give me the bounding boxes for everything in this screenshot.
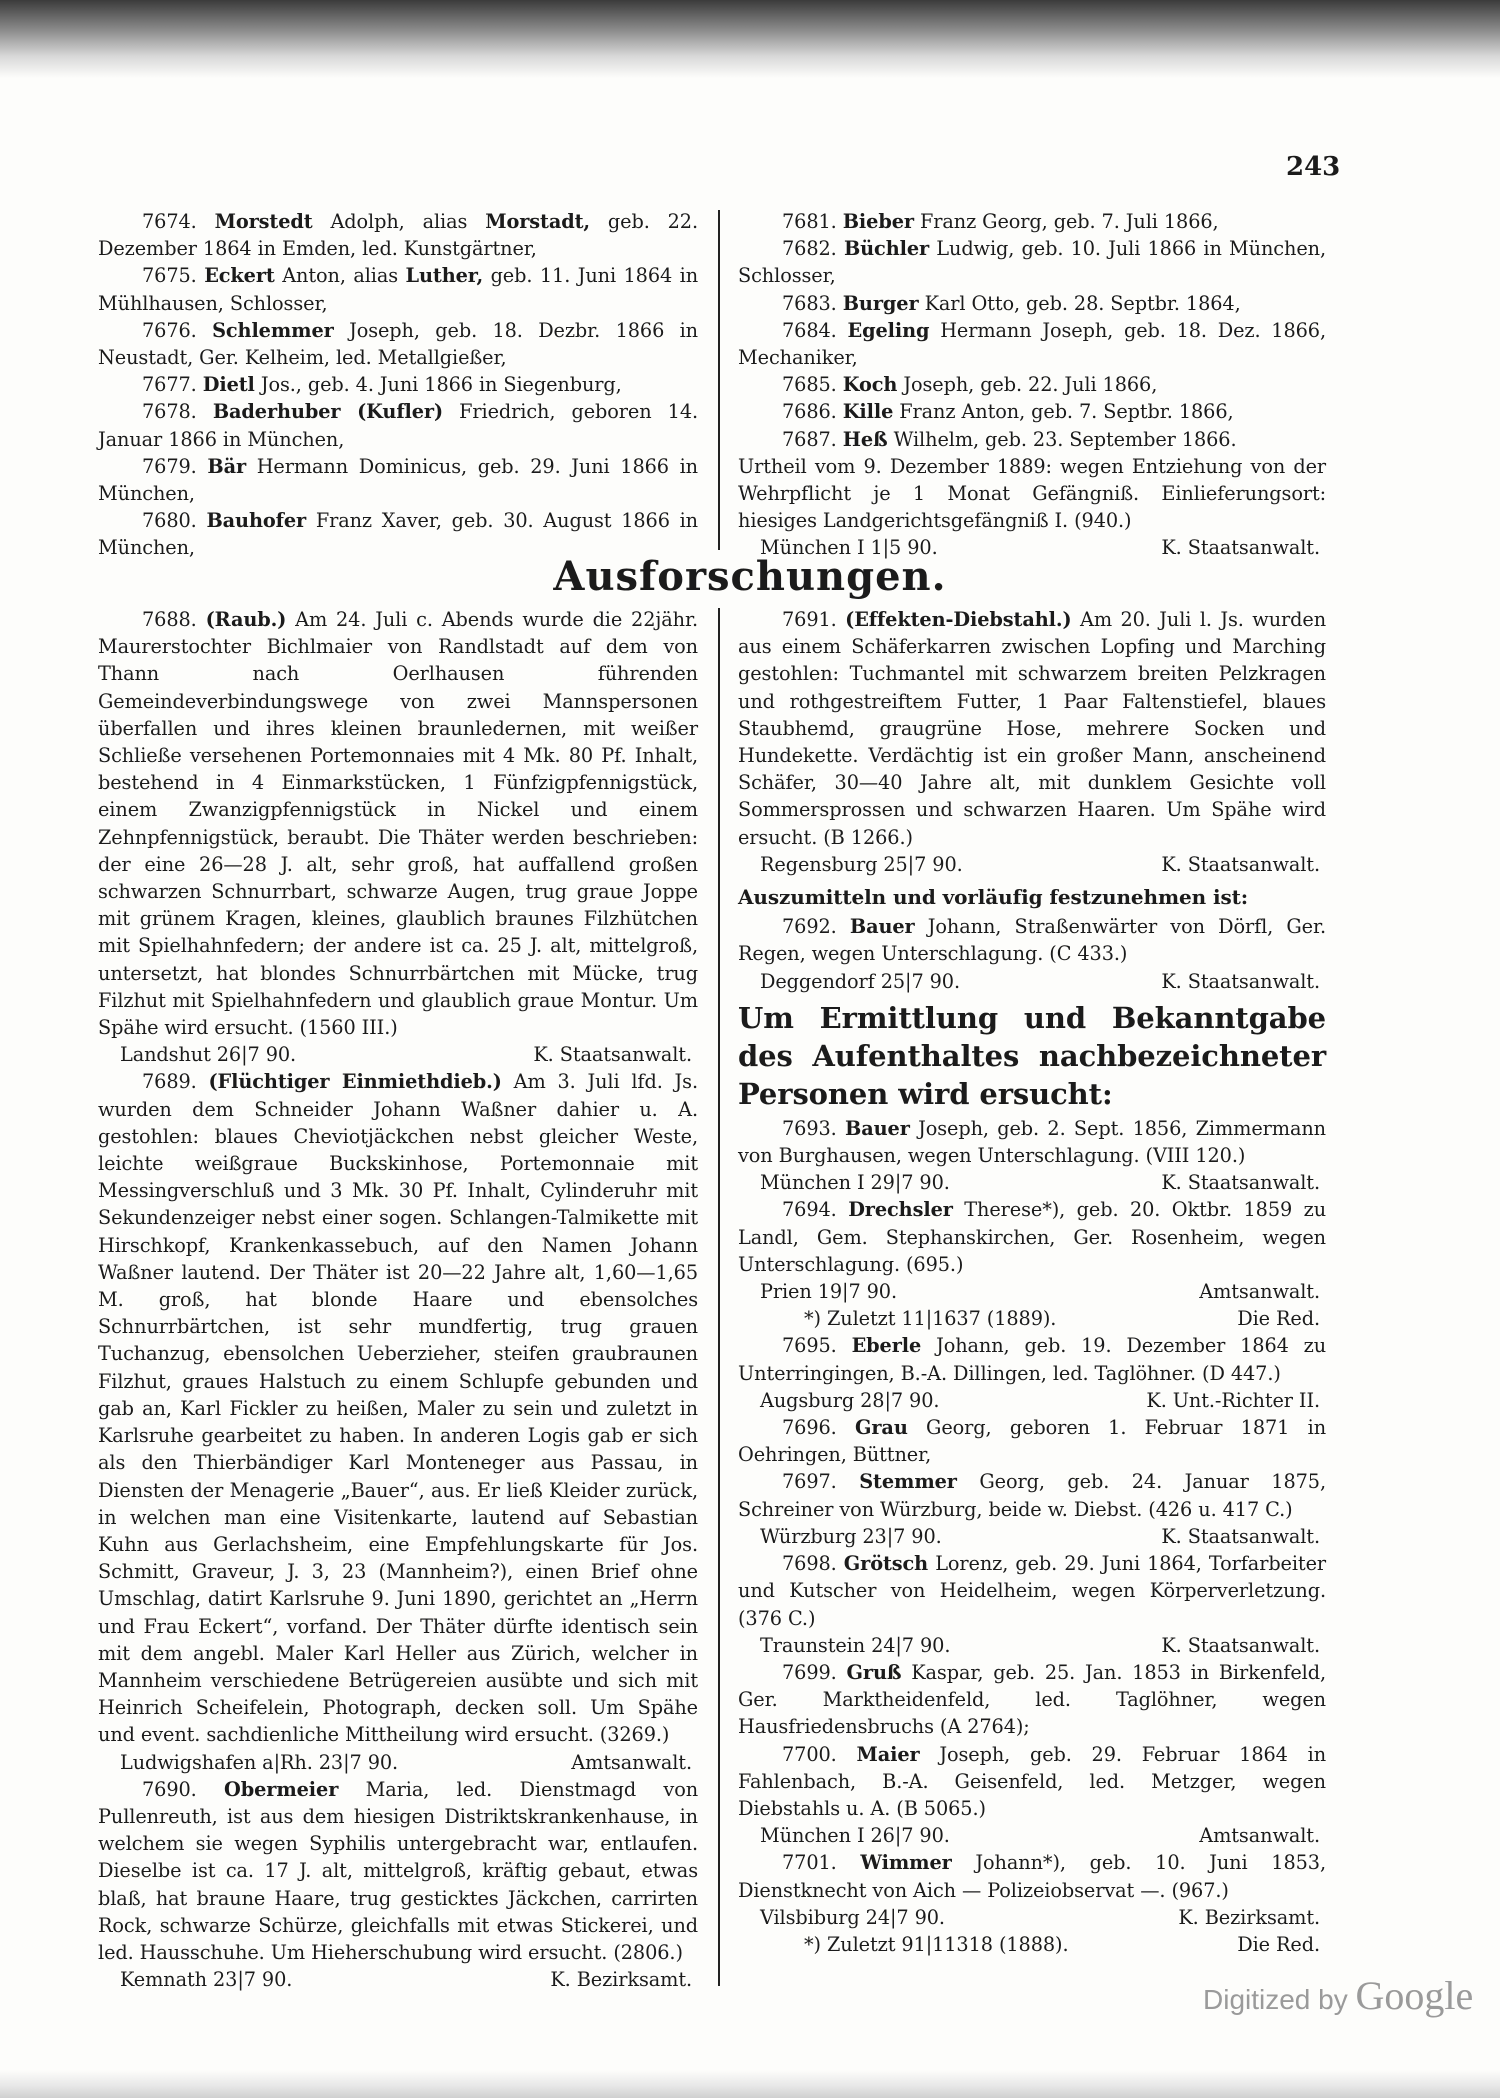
list-entry	[738, 317, 1326, 371]
entry-text: Am 24. Juli c. Abends wurde die 22jähr. Maurerstochter Bichlmaier von Randlstadt auf dem von Thann nach Oerlhausen führenden Gemeindeverbindungswege von zwei Mannspersonen überfallen und ihres kleinen braunledernen, mit weißer Schließe versehenen Portemonnaies mit 4 Mk. 80 Pf. Inhalt, bestehend in 4 Einmarkstücken, 1 Fünfzigpfennigstück, einem Zwanzigpfennigstück in Nickel und einem Zehnpfennigstück, beraubt. Die Thäter werden beschrieben: der eine 26—28 J. alt, sehr groß, hat auffallend großen schwarzen Schnurrbart, schwarze Augen, trug graue Joppe mit grünem Kragen, kleines, glaublich braunes Filzhütchen mit Spielhahnfedern; der andere ist ca. 25 J. alt, mittelgroß, untersetzt, hat blondes Schnurrbärtchen mit Mücke, trug Filzhut mit Spielhahnfedern und glaublich graue Montur. Um Spähe wird ersucht. (1560 III.)	[98, 608, 698, 1040]
list-entry	[738, 913, 1326, 967]
entry-text: Joseph, geb. 2. Sept. 1856, Zimmermann von Burghausen, wegen Unterschlagung. (VIII 120.)	[738, 1116, 1326, 1168]
watermark-prefix: Digitized by	[1203, 1984, 1348, 2015]
entry-text: Joseph, geb. 29. Februar 1864 in Fahlenbach, B.-A. Geisenfeld, led. Metzger, wegen Diebstahls u. A. (B 5065.)	[738, 1742, 1327, 1820]
entry-text: Georg, geboren 1. Februar 1871 in Oehringen, Büttner,	[738, 1416, 1327, 1467]
list-entry	[738, 1741, 1326, 1823]
entry-number: 7681.	[782, 210, 837, 233]
entry-number: 7694.	[782, 1198, 837, 1222]
entry-text: Adolph, alias	[330, 210, 468, 233]
entry-text: Friedrich, geboren 14. Januar 1866 in München,	[98, 400, 699, 451]
entry-number: 7686.	[782, 400, 837, 424]
entry-number: 7699.	[782, 1660, 837, 1684]
list-entry	[98, 208, 698, 262]
entry-name: Grau	[855, 1416, 908, 1440]
entry-text: Lorenz, geb. 29. Juni 1864, Torfarbeiter und Kutscher von Heidelheim, wegen Körperverletzung. (376 C.)	[738, 1552, 1327, 1630]
signature-line	[738, 851, 1326, 878]
entry-number: 7690.	[142, 1777, 197, 1801]
signature-place: Deggendorf 25|7 90.	[760, 969, 961, 993]
list-entry	[738, 1414, 1326, 1468]
entry-text: Karl Otto, geb. 28. Septbr. 1864,	[924, 291, 1241, 315]
entry-text: Joseph, geb. 18. Dezbr. 1866 in Neustadt, Ger. Kelheim, led. Metallgießer,	[98, 318, 698, 370]
entry-text-2: geb. 11. Juni 1864 in Mühlhausen, Schlosser,	[98, 264, 699, 315]
signature-place: Ludwigshafen a|Rh. 23|7 90.	[120, 1750, 399, 1774]
entry-number: 7696.	[782, 1416, 837, 1440]
entry-text: Anton, alias	[282, 264, 399, 288]
list-entry	[98, 371, 698, 398]
signature-office: K. Staatsanwalt.	[1161, 1633, 1320, 1657]
footnote-text: *) Zuletzt 91|11318 (1888).	[804, 1932, 1069, 1956]
list-entry	[738, 1115, 1326, 1169]
entry-number: 7692.	[782, 915, 837, 939]
entry-number: 7691.	[782, 608, 837, 631]
entry-number: 7677.	[142, 373, 197, 397]
section-title: Ausforschungen.	[553, 553, 947, 600]
entry-number: 7675.	[142, 264, 197, 288]
entry-name: Eckert	[204, 264, 275, 288]
signature-office: K. Bezirksamt.	[550, 1968, 692, 1992]
entry-number: 7678.	[142, 400, 197, 424]
signature-office: Amtsanwalt.	[1199, 1280, 1320, 1304]
entry-name: Schlemmer	[212, 318, 334, 342]
entry-number: 7682.	[782, 237, 837, 261]
list-entry	[738, 235, 1326, 289]
entry-number: 7697.	[782, 1470, 837, 1494]
signature-office: Amtsanwalt.	[1199, 1824, 1320, 1848]
entry-text: Hermann Joseph, geb. 18. Dez. 1866, Mechaniker,	[738, 318, 1326, 370]
list-entry	[98, 317, 698, 371]
entry-name: Dietl	[202, 373, 255, 397]
entry-number: 7674.	[142, 210, 197, 233]
signature-office: K. Staatsanwalt.	[1161, 1524, 1320, 1548]
subheading-whereabouts: Um Ermittlung und Bekanntgabe des Aufenthaltes nachbezeichneter Personen wird ersucht:	[738, 1000, 1326, 1111]
left-column	[98, 606, 698, 1993]
entry-number: 7676.	[142, 318, 197, 342]
signature-line	[738, 1904, 1326, 1931]
list-entry	[738, 1659, 1326, 1741]
signature-line	[738, 1822, 1326, 1849]
signature-office: K. Staatsanwalt.	[1161, 969, 1320, 993]
entry-name: Morstedt	[214, 210, 313, 233]
digitized-watermark	[1203, 1972, 1473, 2019]
entry-number: 7689.	[142, 1070, 197, 1094]
entry-number: 7701.	[782, 1851, 837, 1875]
entry-name: Wimmer	[860, 1851, 952, 1875]
signature-place: München I 1|5 90.	[760, 536, 938, 560]
signature-line	[738, 1632, 1326, 1659]
list-entry	[98, 453, 698, 507]
entry-number: 7700.	[782, 1742, 837, 1766]
entry-alias: Luther,	[405, 264, 484, 288]
right-column	[738, 606, 1326, 1958]
entry-name: Büchler	[843, 237, 930, 261]
signature-office: Amtsanwalt.	[571, 1750, 692, 1774]
signature-office: K. Staatsanwalt.	[1161, 536, 1320, 560]
entry-text: Am 20. Juli l. Js. wurden aus einem Schäferkarren zwischen Lopfing und Marching gestohlen: Tuchmantel mit schwarzem breiten Pelzkragen und rothgestreiftem Futter, 1 Paar Faltenstiefel, blaues Staubhemd, graugrüne Hose, mehrere Socken und Hundekette. Verdächtig ist ein großer Mann, anscheinend Schäfer, 30—40 Jahre alt, mit dunklem Gesichte voll Sommersprossen und schwarzen Haaren. Um Spähe wird ersucht. (B 1266.)	[738, 608, 1327, 849]
entry-name: Grötsch	[843, 1552, 929, 1576]
signature-place: Augsburg 28|7 90.	[760, 1388, 940, 1412]
entry-name: Bauer	[845, 1116, 910, 1140]
list-entry	[738, 208, 1326, 235]
entry-name: Maier	[856, 1742, 920, 1766]
entry-text: Wilhelm, geb. 23. September 1866.	[893, 427, 1237, 451]
column-divider-top	[718, 210, 720, 550]
entry-alias: Morstadt,	[485, 210, 591, 233]
footnote-sign: Die Red.	[1237, 1307, 1320, 1331]
entry-name: Baderhuber (Kufler)	[212, 400, 444, 424]
entry-name: Kille	[842, 400, 894, 424]
signature-office: K. Unt.-Richter II.	[1146, 1388, 1320, 1412]
entry-text: Maria, led. Dienstmagd von Pullenreuth, ist aus dem hiesigen Distriktskrankenhause, in welchem sie wegen Syphilis untergebracht war, entlaufen. Dieselbe ist ca. 17 J. alt, mittelgroß, kräftig gebaut, etwas blaß, hat braune Haare, trug gesticktes Jäckchen, carrirten Rock, schwarze Schürze, gleichfalls mit etwas Stickerei, und led. Hausschuhe. Um Hieherschubung wird ersucht. (2806.)	[98, 1777, 699, 1964]
entry-text: Therese*), geb. 20. Oktbr. 1859 zu Landl, Gem. Stephanskirchen, Ger. Rosenheim, wegen Unterschlagung. (695.)	[738, 1198, 1327, 1276]
entry-name: Stemmer	[859, 1470, 957, 1494]
entry-text: Kaspar, geb. 25. Jan. 1853 in Birkenfeld, Ger. Marktheidenfeld, led. Taglöhner, wegen Hausfriedensbruchs (A 2764);	[738, 1660, 1326, 1739]
signature-place: Regensburg 25|7 90.	[760, 852, 963, 876]
signature-place: Vilsbiburg 24|7 90.	[760, 1905, 945, 1929]
subheading-arrest: Auszumitteln und vorläufig festzunehmen ist:	[738, 885, 1249, 910]
entry-name: Bauer	[849, 915, 915, 939]
entry-name: Bieber	[842, 210, 914, 233]
signature-office: K. Staatsanwalt.	[1161, 852, 1320, 876]
list-entry	[738, 398, 1326, 425]
search-entry	[98, 606, 698, 1041]
list-entry	[738, 371, 1326, 398]
entry-number: 7687.	[782, 427, 837, 451]
signature-place: München I 29|7 90.	[760, 1171, 950, 1195]
signature-line	[738, 1278, 1326, 1305]
list-entry	[738, 1332, 1326, 1386]
entry-number: 7693.	[782, 1116, 837, 1140]
entry-name: Egeling	[847, 318, 930, 342]
signature-line	[738, 968, 1326, 995]
signature-place: Würzburg 23|7 90.	[760, 1524, 942, 1548]
entry-text: Jos., geb. 4. Juni 1866 in Siegenburg,	[260, 373, 622, 397]
list-entry	[98, 262, 698, 316]
signature-place: Prien 19|7 90.	[760, 1280, 898, 1304]
entry-tag: (Raub.)	[205, 608, 287, 631]
signature-line	[738, 1523, 1326, 1550]
signature-line	[98, 1041, 698, 1068]
entry-text: Am 3. Juli lfd. Js. wurden dem Schneider Johann Waßner dahier u. A. gestohlen: blaues Cheviotjäckchen nebst gleicher Weste, leichte weißgraue Buckskinhose, Portemonnaie mit Messingverschluß und 3 Mk. 30 Pf. Inhalt, Cylinderuhr mit Sekundenzeiger nebst einer sogen. Schlangen-Talmikette mit Hirschkopf, Krankenkassebuch, auf den Namen Johann Waßner lautend. Der Thäter ist 20—22 Jahre alt, 1,60—1,65 M. groß, hat blonde Haare und ebensolches Schnurrbärtchen, ist sehr mundfertig, trug grauen Tuchanzug, ebensolchen Ueberzieher, steifen graubraunen Filzhut, graues Halstuch zu einem Schlupfe gebunden und gab an, Karl Fickler zu heißen, Maler zu sein und zuletzt in Karlsruhe gearbeitet zu haben. In anderen Logis gab er sich als den Thierbändiger Karl Monteneger aus Passau, in Diensten der Menagerie „Bauer“, aus. Er ließ Kleider zurück, in welchen man eine Visitenkarte, lautend auf Sebastian Kuhn aus Gerlachsheim, eine Empfehlungskarte für Jos. Schmitt, Graveur, J. 3, 23 (Mannheim?), einen Brief ohne Umschlag, datirt Karlsruhe 9. Juni 1890, gerichtet an „Herrn und Frau Eckert“, vorfand. Der Thäter dürfte identisch sein mit dem angebl. Maler Karl Heller aus Zürich, welcher in Mannheim verschiedene Betrügereien ausübte und sich mit Heinrich Scheifelein, Photograph, decken soll. Um Spähe und event. sachdienliche Mittheilung wird ersucht. (3269.)	[98, 1070, 698, 1747]
signature-line	[98, 1966, 698, 1993]
list-entry	[738, 290, 1326, 317]
entry-name: Burger	[842, 291, 919, 315]
column-divider-main	[718, 608, 720, 1986]
entry-tag: Obermeier	[224, 1777, 339, 1801]
entry-number: 7695.	[782, 1334, 837, 1358]
entry-text: Joseph, geb. 22. Juli 1866,	[903, 373, 1158, 397]
signature-place: Landshut 26|7 90.	[120, 1043, 297, 1067]
entry-tag: (Flüchtiger Einmiethdieb.)	[208, 1070, 502, 1094]
signature-line	[738, 1387, 1326, 1414]
entry-text: Franz Georg, geb. 7. Juli 1866,	[919, 210, 1219, 233]
entry-text: Ludwig, geb. 10. Juli 1866 in München, Schlosser,	[738, 237, 1326, 288]
footnote-sign: Die Red.	[1237, 1932, 1320, 1956]
entry-text: Johann*), geb. 10. Juni 1853, Dienstknecht von Aich — Polizeiobservat —. (967.)	[738, 1851, 1326, 1902]
entry-number: 7680.	[142, 509, 197, 533]
signature-place: Traunstein 24|7 90.	[760, 1633, 951, 1657]
footnote	[738, 1931, 1326, 1958]
entry-name: Drechsler	[848, 1198, 953, 1222]
signature-line	[98, 1749, 698, 1776]
scan-top-edge	[0, 0, 1500, 78]
signature-place: München I 26|7 90.	[760, 1824, 950, 1848]
entry-text-2: geb. 22. Dezember 1864 in Emden, led. Kunstgärtner,	[98, 210, 698, 261]
list-entry	[738, 1468, 1326, 1522]
signature-line	[738, 1169, 1326, 1196]
verdict-text: Urtheil vom 9. Dezember 1889: wegen Entziehung von der Wehrpflicht je 1 Monat Gefängniß. Einlieferungsort: hiesiges Landgerichtsgefängniß I. (940.)	[738, 454, 1326, 533]
entry-name: Heß	[842, 427, 888, 451]
signature-place: Kemnath 23|7 90.	[120, 1968, 293, 1992]
entry-number: 7684.	[782, 318, 837, 342]
top-right-column	[738, 208, 1326, 562]
footnote-text: *) Zuletzt 11|1637 (1889).	[804, 1307, 1057, 1331]
entry-text: Johann, Straßenwärter von Dörfl, Ger. Regen, wegen Unterschlagung. (C 433.)	[738, 915, 1326, 966]
list-entry	[738, 426, 1326, 453]
top-left-column	[98, 208, 698, 562]
entry-text: Franz Anton, geb. 7. Septbr. 1866,	[899, 400, 1234, 424]
google-logo: Google	[1355, 1973, 1474, 2018]
entry-name: Bär	[207, 454, 247, 478]
entry-text: Johann, geb. 19. Dezember 1864 zu Unterringingen, B.-A. Dillingen, led. Taglöhner. (D 447.)	[738, 1334, 1327, 1385]
entry-text: Hermann Dominicus, geb. 29. Juni 1866 in München,	[98, 454, 698, 506]
entry-number: 7679.	[142, 454, 197, 478]
entry-number: 7683.	[782, 291, 837, 315]
footnote	[738, 1305, 1326, 1332]
entry-number: 7685.	[782, 373, 837, 397]
entry-text: Franz Xaver, geb. 30. August 1866 in München,	[98, 509, 698, 560]
search-entry	[98, 1776, 698, 1966]
entry-name: Eberle	[851, 1334, 922, 1358]
list-entry	[738, 1849, 1326, 1903]
list-entry	[738, 1196, 1326, 1278]
entry-tag: (Effekten-Diebstahl.)	[845, 608, 1072, 631]
entry-name: Koch	[842, 373, 898, 397]
search-entry	[738, 606, 1326, 851]
search-entry	[98, 1068, 698, 1748]
page-number: 243	[1286, 152, 1341, 182]
entry-number: 7688.	[142, 608, 197, 631]
entry-name: Gruß	[846, 1660, 902, 1684]
scan-bottom-edge	[0, 2070, 1500, 2098]
entry-text: Georg, geb. 24. Januar 1875, Schreiner von Würzburg, beide w. Diebst. (426 u. 417 C.)	[738, 1470, 1326, 1521]
signature-office: K. Staatsanwalt.	[533, 1043, 692, 1067]
signature-office: K. Staatsanwalt.	[1161, 1171, 1320, 1195]
entry-number: 7698.	[782, 1552, 837, 1576]
list-entry	[738, 1550, 1326, 1632]
entry-name: Bauhofer	[206, 509, 307, 533]
signature-office: K. Bezirksamt.	[1178, 1905, 1320, 1929]
list-entry	[98, 398, 698, 452]
